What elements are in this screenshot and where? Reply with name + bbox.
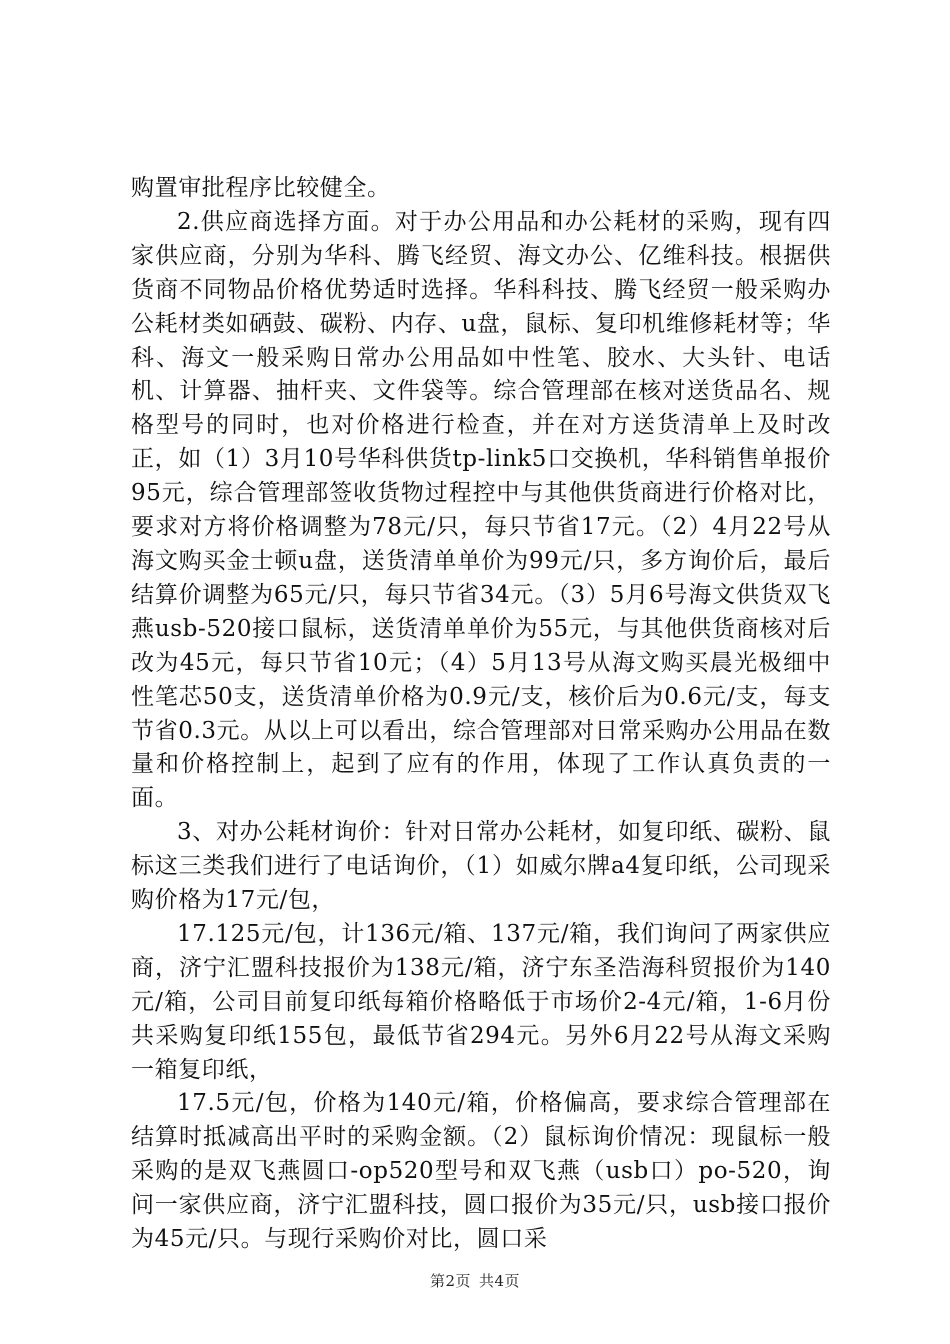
paragraph-supplier-selection: 2.供应商选择方面。对于办公用品和办公耗材的采购，现有四家供应商，分别为华科、腾飞经贸、海文办公、亿维科技。根据供货商不同物品价格优势适时选择。华科科技、腾飞经贸一般采购办公耗材类如硒鼓、碳粉、内存、u盘，鼠标、复印机维修耗材等；华科、海文一般采购日常办公用品如中性笔、胶水、大头针、电话机、计算器、抽杆夹、文件袋等。综合管理部在核对送货品名、规格型号的同时，也对价格进行检查，并在对方送货清单上及时改正，如（1）3月10号华科供货tp-link5口交换机，华科销售单报价95元，综合管理部签收货物过程控中与其他供货商进行价格对比，要求对方将价格调整为78元/只，每只节省17元。（2）4月22号从海文购买金士顿u盘，送货清单单价为99元/只，多方询价后，最后结算价调整为65元/只，每只节省34元。（3）5月6号海文供货双飞燕usb-520接口鼠标，送货清单单价为55元，与其他供货商核对后改为45元，每只节省10元；（4）5月13号从海文购买晨光极细中性笔芯50支，送货清单价格为0.9元/支，核价后为0.6元/支，每支节省0.3元。从以上可以看出，综合管理部对日常采购办公用品在数量和价格控制上，起到了应有的作用，体现了工作认真负责的一面。 [131,208,831,812]
paragraph-continuation: 购置审批程序比较健全。 [131,175,391,201]
paragraph-copy-paper-price: 17.125元/包，计136元/箱、137元/箱，我们询问了两家供应商，济宁汇盟科技报价为138元/箱，济宁东圣浩海科贸报价为140元/箱，公司目前复印纸每箱价格略低于市场价2-4元/箱，1-6月份共采购复印纸155包，最低节省294元。另外6月22号从海文采购一箱复印纸， [131,920,831,1083]
page-total: 共4页 [479,1272,521,1290]
document-body [131,172,831,1257]
page-footer [0,1270,950,1291]
paragraph-consumables-inquiry: 3、对办公耗材询价：针对日常办公耗材，如复印纸、碳粉、鼠标这三类我们进行了电话询价，（1）如威尔牌a4复印纸，公司现采购价格为17元/包， [131,819,831,914]
page-number: 第2页 [429,1272,471,1290]
paragraph-mouse-inquiry: 17.5元/包，价格为140元/箱，价格偏高，要求综合管理部在结算时抵减高出平时的采购金额。（2）鼠标询价情况：现鼠标一般采购的是双飞燕圆口-op520型号和双飞燕（usb口）po-520，询问一家供应商，济宁汇盟科技，圆口报价为35元/只，usb接口报价为45元/只。与现行采购价对比，圆口采 [131,1090,831,1253]
